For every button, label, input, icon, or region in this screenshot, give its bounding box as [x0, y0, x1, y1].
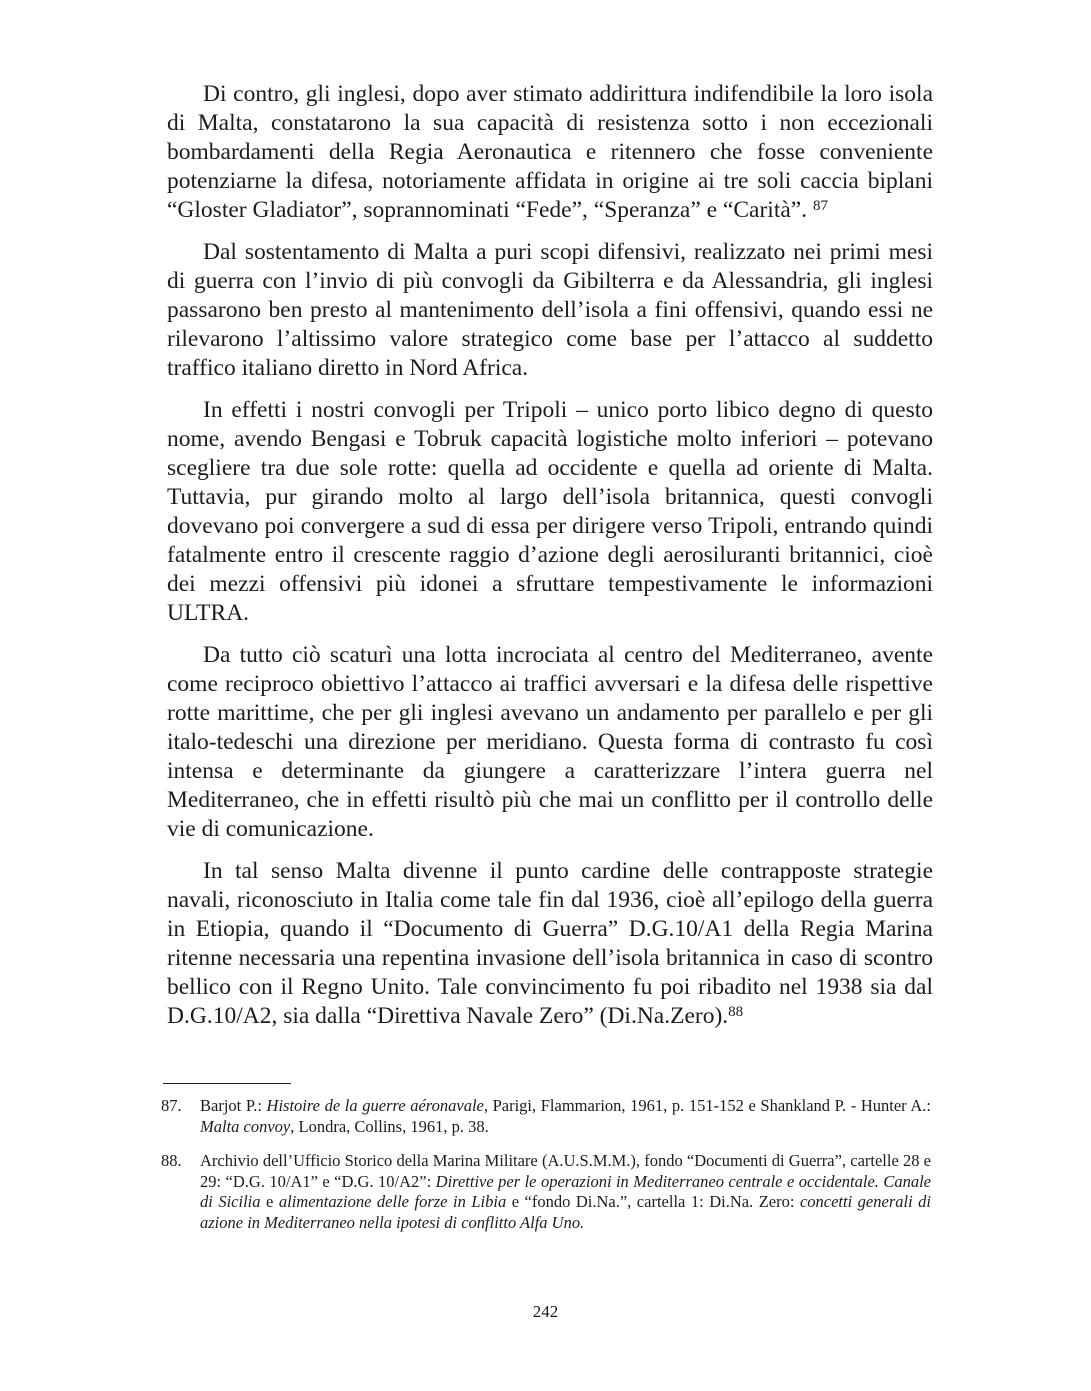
- main-text: [167, 80, 933, 1044]
- paragraph-2: Dal sostentamento di Malta a puri scopi difensivi, realizzato nei primi mesi di guerra con l’invio di più convogli da Gibilterra e da Alessandria, gli inglesi passarono ben presto al mantenimento dell’isola a fini offensivi, quando essi ne rilevarono l’altissimo valore strategico come base per l’attacco al suddetto traffico italiano diretto in Nord Africa.: [167, 239, 933, 381]
- paragraph-3: In effetti i nostri convogli per Tripoli – unico porto libico degno di questo nome, avendo Bengasi e Tobruk capacità logistiche molto inferiori – potevano scegliere tra due sole rotte: quella ad occidente e quella ad oriente di Malta. Tuttavia, pur girando molto al largo dell’isola britannica, questi convogli dovevano poi convergere a sud di essa per dirigere verso Tripoli, entrando quindi fatalmente entro il crescente raggio d’azione degli aerosiluranti britannici, cioè dei mezzi offensivi più idonei a sfruttare tempestivamente le informazioni ULTRA.: [167, 397, 933, 626]
- paragraph-1: Di contro, gli inglesi, dopo aver stimato addirittura indifendibile la loro isola di Malta, constatarono la sua capacità di resistenza sotto i non eccezionali bombardamenti della Regia Aeronautica e ritennero che fosse conveniente potenziarne la difesa, notoriamente affidata in origine ai tre soli caccia biplani “Gloster Gladiator”, soprannominati “Fede”, “Speranza” e “Carità”. $^{87}$: [167, 81, 933, 223]
- footnote-ref-87[interactable]: 87: [812, 198, 828, 214]
- footnote-number: 88.: [161, 1151, 182, 1170]
- paragraph-5: In tal senso Malta divenne il punto cardine delle contrapposte strategie navali, riconosciuto in Italia come tale fin dal 1936, cioè all’epilogo della guerra in Etiopia, quando il “Documento di Guerra” D.G.10/A1 della Regia Marina ritenne necessaria una repentina invasione dell’isola britannica in caso di scontro bellico con il Regno Unito. Tale convincimento fu poi ribadito nel 1938 sia dal D.G.10/A2, sia dalla “Direttiva Navale Zero” (Di.Na.Zero).$^{88}$: [167, 858, 933, 1029]
- footnotes: [161, 1096, 931, 1247]
- page-number: 242: [532, 1302, 559, 1321]
- footnote-88: [161, 1151, 931, 1233]
- footnote-ref-88[interactable]: 88: [728, 1004, 744, 1020]
- footnote-number: 87.: [161, 1096, 182, 1115]
- paragraph-4: Da tutto ciò scaturì una lotta incrociata al centro del Mediterraneo, avente come reciproco obiettivo l’attacco ai traffici avversari e la difesa delle rispettive rotte marittime, che per gli inglesi avevano un andamento per parallelo e per gli italo-tedeschi una direzione per meridiano. Questa forma di contrasto fu così intensa e determinante da giungere a caratterizzare l’intera guerra nel Mediterraneo, che in effetti risultò più che mai un conflitto per il controllo delle vie di comunicazione.: [167, 642, 933, 842]
- footnote-text: Barjot P.: Histoire de la guerre aéronavale, Parigi, Flammarion, 1961, p. 151-152 e Shankland P. - Hunter A.: Malta convoy, Londra, Collins, 1961, p. 38.: [200, 1096, 932, 1136]
- footnote-divider: [163, 1083, 291, 1084]
- footnote-87: [161, 1096, 931, 1137]
- footnote-text: Archivio dell’Ufficio Storico della Marina Militare (A.U.S.M.M.), fondo “Documenti di Guerra”, cartelle 28 e 29: “D.G. 10/A1” e “D.G. 10/A2”: Direttive per le operazioni in Mediterraneo centrale e occidentale. Canale di Sicilia e alimentazione delle forze in Libia e “fondo Di.Na.”, cartella 1: Di.Na. Zero: concetti generali di azione in Mediterraneo nella ipotesi di conflitto Alfa Uno.: [200, 1151, 932, 1232]
